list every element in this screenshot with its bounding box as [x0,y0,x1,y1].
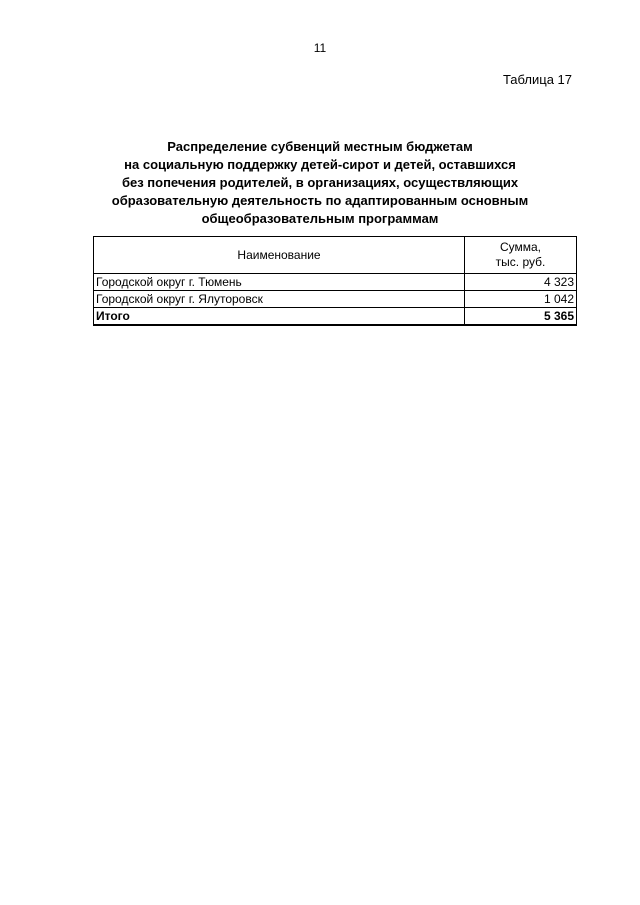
total-sum: 5 365 [465,308,577,326]
header-name: Наименование [94,237,465,274]
title-line-3: без попечения родителей, в организациях, осуществляющих [121,175,519,190]
document-title [100,138,540,228]
row-sum: 4 323 [465,274,577,291]
subvention-table [93,236,577,326]
row-name: Городской округ г. Тюмень [94,274,465,291]
table-row [94,274,577,291]
page-number: 11 [313,41,327,55]
title-line-5: общеобразовательным программам [201,211,439,226]
table-label: Таблица 17 [502,72,572,87]
total-name: Итого [94,308,465,326]
header-sum [465,237,577,274]
table-header-row [94,237,577,274]
header-sum-line-2: тыс. руб. [495,255,546,269]
title-line-4: образовательную деятельность по адаптированным основным [111,193,529,208]
title-line-2: на социальную поддержку детей-сирот и детей, оставшихся [124,157,516,172]
row-sum: 1 042 [465,291,577,308]
title-line-1: Распределение субвенций местным бюджетам [167,139,473,154]
table-row [94,291,577,308]
header-sum-line-1: Сумма, [499,240,542,254]
total-row [94,308,577,326]
row-name: Городской округ г. Ялуторовск [94,291,465,308]
